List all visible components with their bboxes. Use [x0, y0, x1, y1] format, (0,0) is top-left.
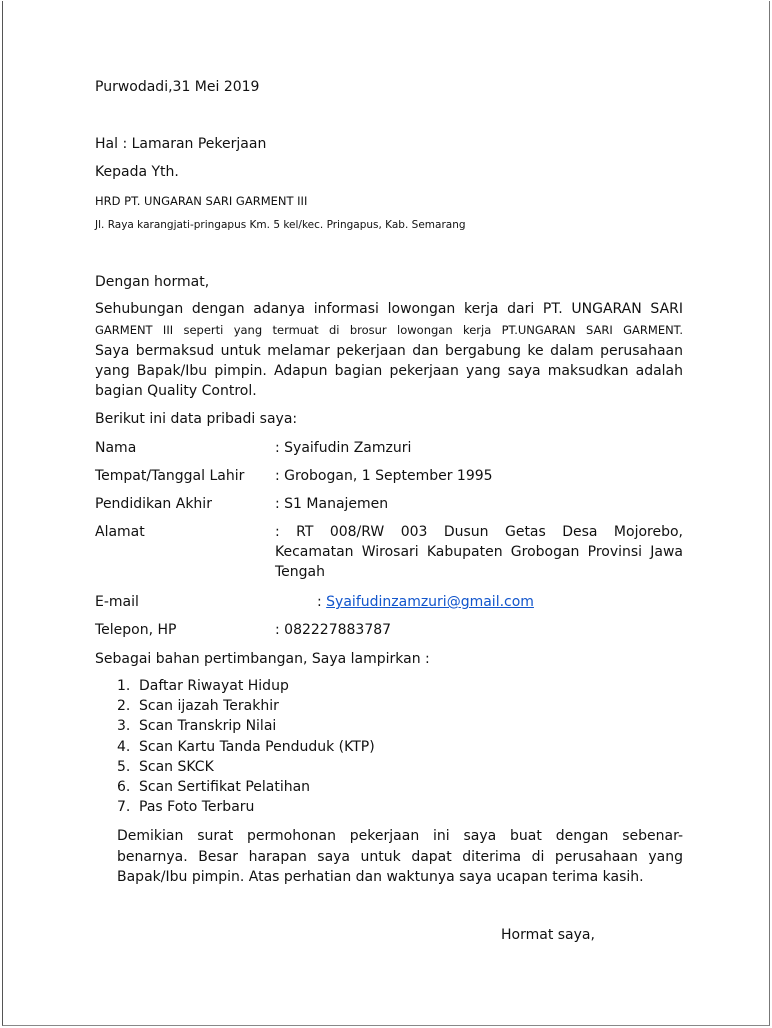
- closing-line-1: Demikian surat permohonan pekerjaan ini saya buat dengan sebenar-: [117, 828, 683, 844]
- email-value: [317, 592, 534, 612]
- recipient-to-label: Kepada Yth.: [95, 164, 179, 180]
- attachment-item: 3. Scan Transkrip Nilai: [117, 718, 277, 735]
- address-label: Alamat: [95, 524, 145, 540]
- attachment-item: 2. Scan ijazah Terakhir: [117, 698, 279, 715]
- birth-value: : Grobogan, 1 September 1995: [275, 468, 493, 484]
- attachment-item: 4. Scan Kartu Tanda Penduduk (KTP): [117, 738, 375, 755]
- address-value: [275, 522, 683, 582]
- address-line-3: Tengah: [275, 564, 325, 580]
- intro-line-5: bagian Quality Control.: [95, 383, 257, 399]
- attachment-item: 1. Daftar Riwayat Hidup: [117, 678, 289, 694]
- address-line-1: : RT 008/RW 003 Dusun Getas Desa Mojorebo,: [275, 524, 683, 540]
- email-label: E-mail: [95, 594, 139, 610]
- email-colon: :: [317, 594, 322, 610]
- subject-line: Hal : Lamaran Pekerjaan: [95, 136, 267, 152]
- education-label: Pendidikan Akhir: [95, 496, 212, 512]
- phone-label: Telepon, HP: [95, 622, 177, 638]
- attachment-item: 7. Pas Foto Terbaru: [117, 799, 255, 816]
- closing-line-3: Bapak/Ibu pimpin. Atas perhatian dan waktunya saya ucapan terima kasih.: [117, 869, 644, 885]
- intro-line-4: yang Bapak/Ibu pimpin. Adapun bagian pekerjaan yang saya maksudkan adalah: [95, 363, 683, 379]
- name-value: : Syaifudin Zamzuri: [275, 440, 412, 456]
- phone-value: : 082227883787: [275, 622, 392, 638]
- attachments-list: [117, 676, 375, 817]
- intro-line-3: Saya bermaksud untuk melamar pekerjaan dan bergabung ke dalam perusahaan: [95, 343, 683, 359]
- letter-page: [2, 1, 770, 1026]
- greeting: Dengan hormat,: [95, 274, 210, 290]
- address-line-2: Kecamatan Wirosari Kabupaten Grobogan Provinsi Jawa: [275, 544, 683, 560]
- attachments-intro: Sebagai bahan pertimbangan, Saya lampirkan :: [95, 651, 430, 667]
- sign-off: Hormat saya,: [501, 927, 595, 943]
- intro-line-1: Sehubungan dengan adanya informasi lowongan kerja dari PT. UNGARAN SARI: [95, 301, 683, 317]
- email-link[interactable]: Syaifudinzamzuri@gmail.com: [326, 594, 534, 610]
- attachment-item: 6. Scan Sertifikat Pelatihan: [117, 779, 311, 796]
- place-date: Purwodadi,31 Mei 2019: [95, 79, 260, 95]
- recipient-hr: HRD PT. UNGARAN SARI GARMENT III: [95, 194, 308, 208]
- education-value: : S1 Manajemen: [275, 496, 389, 512]
- birth-label: Tempat/Tanggal Lahir: [95, 468, 245, 484]
- intro-line-2: GARMENT III seperti yang termuat di brosur lowongan kerja PT.UNGARAN SARI GARMENT.: [95, 323, 683, 337]
- name-label: Nama: [95, 440, 137, 456]
- recipient-address: Jl. Raya karangjati-pringapus Km. 5 kel/kec. Pringapus, Kab. Semarang: [95, 219, 466, 231]
- personal-data-intro: Berikut ini data pribadi saya:: [95, 411, 298, 427]
- attachment-item: 5. Scan SKCK: [117, 758, 214, 775]
- closing-line-2: benarnya. Besar harapan saya untuk dapat diterima di perusahaan yang: [117, 849, 683, 865]
